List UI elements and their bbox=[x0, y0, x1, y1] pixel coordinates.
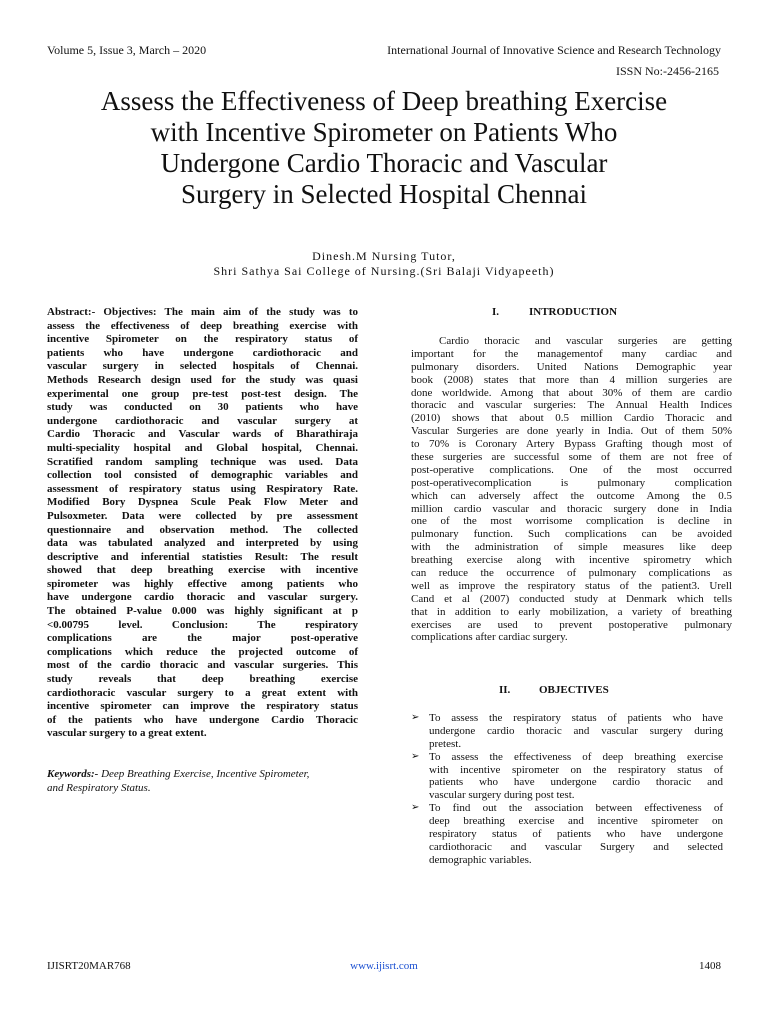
page-number: 1408 bbox=[699, 960, 721, 972]
text-line: one of the most worrisome complication is decline in bbox=[411, 515, 732, 528]
text-line: vascular surgery in selected hospitals of Chennai. bbox=[47, 360, 358, 373]
objective-item bbox=[411, 751, 723, 803]
text-line: pulmonary function. Such complications can be avoided bbox=[411, 528, 732, 541]
text-line: post-operativecomplication is pulmonary complication bbox=[411, 476, 732, 489]
text-line: multi-speciality hospital and Global hospital, Chennai. bbox=[47, 441, 358, 454]
text-line: book (2008) states that more than 4 million surgeries are bbox=[411, 373, 732, 386]
text-line: Pulsoxmeter. Data were collected by pre assessment bbox=[47, 509, 358, 522]
text-line: collection tool consisted of demographic variables and bbox=[47, 469, 358, 482]
text-line: of the patients who have undergone Cardio Thoracic bbox=[47, 713, 358, 726]
text-line: assessment of respiratory status using Respiratory Rate. bbox=[47, 482, 358, 495]
title-line: with Incentive Spirometer on Patients Who bbox=[150, 117, 618, 147]
author-block bbox=[0, 249, 768, 279]
keywords-text-continued: and Respiratory Status. bbox=[47, 781, 151, 794]
arrow-bullet-icon: ➢ bbox=[411, 802, 420, 814]
arrow-bullet-icon: ➢ bbox=[411, 712, 420, 723]
text-line: breathing exercise along with incentive spirometry which bbox=[411, 554, 732, 567]
text-line: which can adversely affect the outcome Among the 0.5 bbox=[411, 489, 732, 502]
text-line: can reduce the occurrence of pulmonary complications as bbox=[411, 567, 732, 580]
title-line: Undergone Cardio Thoracic and Vascular bbox=[160, 148, 608, 178]
objective-item bbox=[411, 712, 723, 751]
section-title: OBJECTIVES bbox=[539, 684, 609, 696]
text-line: have undergone cardio thoracic and vascular surgery. bbox=[47, 591, 358, 604]
text-line: incentive Spirometer on the respiratory status of bbox=[47, 333, 358, 346]
paper-title bbox=[0, 86, 768, 210]
text-line: Abstract:- Objectives: The main aim of the study was to bbox=[47, 306, 358, 318]
text-line: <0.00795 level. Conclusion: The respiratory bbox=[47, 618, 358, 631]
section-number: I. bbox=[492, 306, 500, 318]
text-line: Vascular Surgeries are done yearly in India. Out of them 50% bbox=[411, 425, 732, 438]
text-line: complications after cardiac surgery. bbox=[411, 631, 568, 644]
journal-name: International Journal of Innovative Science and Research Technology bbox=[387, 43, 721, 57]
text-line: complications which reduce the projected outcome of bbox=[47, 645, 358, 658]
text-line: Methods Research design used for the study was quasi bbox=[47, 373, 358, 386]
text-line: thoracic and vascular surgeries: The Annual Health Indices bbox=[411, 399, 732, 412]
text-line: undergone cardio thoracic and vascular surgery during bbox=[429, 724, 723, 737]
text-line: data was tabulated analyzed and interpreted by using bbox=[47, 537, 358, 550]
author-name: Dinesh.M Nursing Tutor, bbox=[312, 249, 456, 263]
text-line: most of the cardio thoracic and vascular surgeries. This bbox=[47, 659, 358, 672]
objective-item bbox=[411, 802, 723, 866]
text-line: post-operative complications. One of the most occurred bbox=[411, 463, 732, 476]
introduction-body bbox=[411, 335, 732, 644]
text-line: vascular surgery to a great extent. bbox=[47, 727, 207, 740]
keywords-line bbox=[47, 768, 363, 782]
abstract bbox=[47, 306, 358, 741]
section-number: II. bbox=[499, 684, 511, 696]
journal-issn: ISSN No:-2456-2165 bbox=[615, 64, 719, 78]
text-line: questionnaire and observation method. The collected bbox=[47, 523, 358, 536]
text-line: done worldwide. Among that about 30% of them are cardio bbox=[411, 386, 732, 399]
text-line: pretest. bbox=[429, 737, 462, 750]
text-line: complications are the major post-operative bbox=[47, 632, 358, 645]
title-line: Assess the Effectiveness of Deep breathing Exercise bbox=[100, 86, 668, 116]
keywords-label: Keywords:- bbox=[47, 768, 99, 780]
text-line: Modified Bory Dyspnea Scule Peak Flow Meter and bbox=[47, 496, 358, 509]
text-line: to 70% is Coronary Artery Bypass Grafting though most of bbox=[411, 438, 732, 451]
text-line: incentive spirometer can improve the respiratory status bbox=[47, 700, 358, 713]
text-line: demographic variables. bbox=[429, 853, 532, 866]
text-line: (2010) shows that about 0.5 million Cardio Thoracic and bbox=[411, 412, 732, 425]
text-line: million cardio vascular and thoracic surgery done in India bbox=[411, 502, 732, 515]
text-line: patients who have undergone cardiothoracic and bbox=[47, 346, 358, 359]
text-line: pulmonary disorders. United Nations Demographic year bbox=[411, 360, 732, 373]
text-line: exercises are used to prevent postoperative pulmonary bbox=[411, 618, 732, 631]
text-line: these surgeries are successful some of them are not free of bbox=[411, 451, 732, 464]
text-line: Cand et al (2007) conducted study at Denmark which tells bbox=[411, 592, 732, 605]
text-line: assess the effectiveness of deep breathing exercise with bbox=[47, 319, 358, 332]
text-line: study reveals that deep breathing exercise bbox=[47, 673, 358, 686]
arrow-bullet-icon: ➢ bbox=[411, 750, 420, 762]
text-line: with incentive spirometer on the respiratory status of bbox=[429, 763, 723, 776]
text-line: Scratified random sampling technique was used. Data bbox=[47, 455, 358, 468]
text-line: undergone cardiothoracic and vascular surgery at bbox=[47, 414, 358, 427]
text-line: experimental one group pre-test post-test design. The bbox=[47, 387, 358, 400]
text-line: vascular surgery during post test. bbox=[429, 789, 575, 802]
text-line: Cardio thoracic and vascular surgeries are getting bbox=[439, 335, 732, 347]
section-title: INTRODUCTION bbox=[529, 306, 618, 318]
text-line: Cardio Thoracic and Vascular wards of Bharathiraja bbox=[47, 428, 358, 441]
text-line: deep breathing exercise and incentive spirometer on bbox=[429, 815, 723, 828]
text-line: cardiothoracic vascular surgery to a great extent with bbox=[47, 686, 358, 699]
text-line: spirometer was highly effective among patients who bbox=[47, 577, 358, 590]
journal-volume-issue: Volume 5, Issue 3, March – 2020 bbox=[47, 43, 207, 57]
text-line: well as improve the respiratory status of the patient3. Urell bbox=[411, 579, 732, 592]
text-line: that in addition to early mobilization, a variety of breathing bbox=[411, 605, 732, 618]
keywords-text: Deep Breathing Exercise, Incentive Spirometer, bbox=[98, 768, 310, 780]
text-line: To assess the effectiveness of deep breathing exercise bbox=[429, 750, 723, 763]
objectives-list bbox=[411, 712, 723, 867]
journal-website-link[interactable]: www.ijisrt.com bbox=[350, 960, 418, 972]
paper-id: IJISRT20MAR768 bbox=[47, 960, 131, 972]
text-line: descriptive and inferential statisties Result: The result bbox=[47, 550, 358, 563]
text-line: respiratory status of patients who have undergone bbox=[429, 828, 723, 841]
author-affiliation: Shri Sathya Sai College of Nursing.(Sri Balaji Vidyapeeth) bbox=[213, 264, 555, 278]
text-line: with the administration of simple measures like deep bbox=[411, 541, 732, 554]
title-line: Surgery in Selected Hospital Chennai bbox=[181, 179, 587, 209]
text-line: The obtained P-value 0.000 was highly significant at p bbox=[47, 605, 358, 618]
text-line: To find out the association between effectiveness of bbox=[429, 802, 723, 815]
text-line: patients who have undergone cardio thoracic and bbox=[429, 776, 723, 789]
keywords bbox=[47, 768, 363, 795]
text-line: important for the managementof many cardiac and bbox=[411, 347, 732, 360]
text-line: study was conducted on 30 patients who have bbox=[47, 401, 358, 414]
text-line: showed that deep breathing exercise with incentive bbox=[47, 564, 358, 577]
text-line: To assess the respiratory status of patients who have bbox=[429, 712, 723, 724]
text-line: cardiothoracic and vascular Surgery and selected bbox=[429, 840, 723, 853]
